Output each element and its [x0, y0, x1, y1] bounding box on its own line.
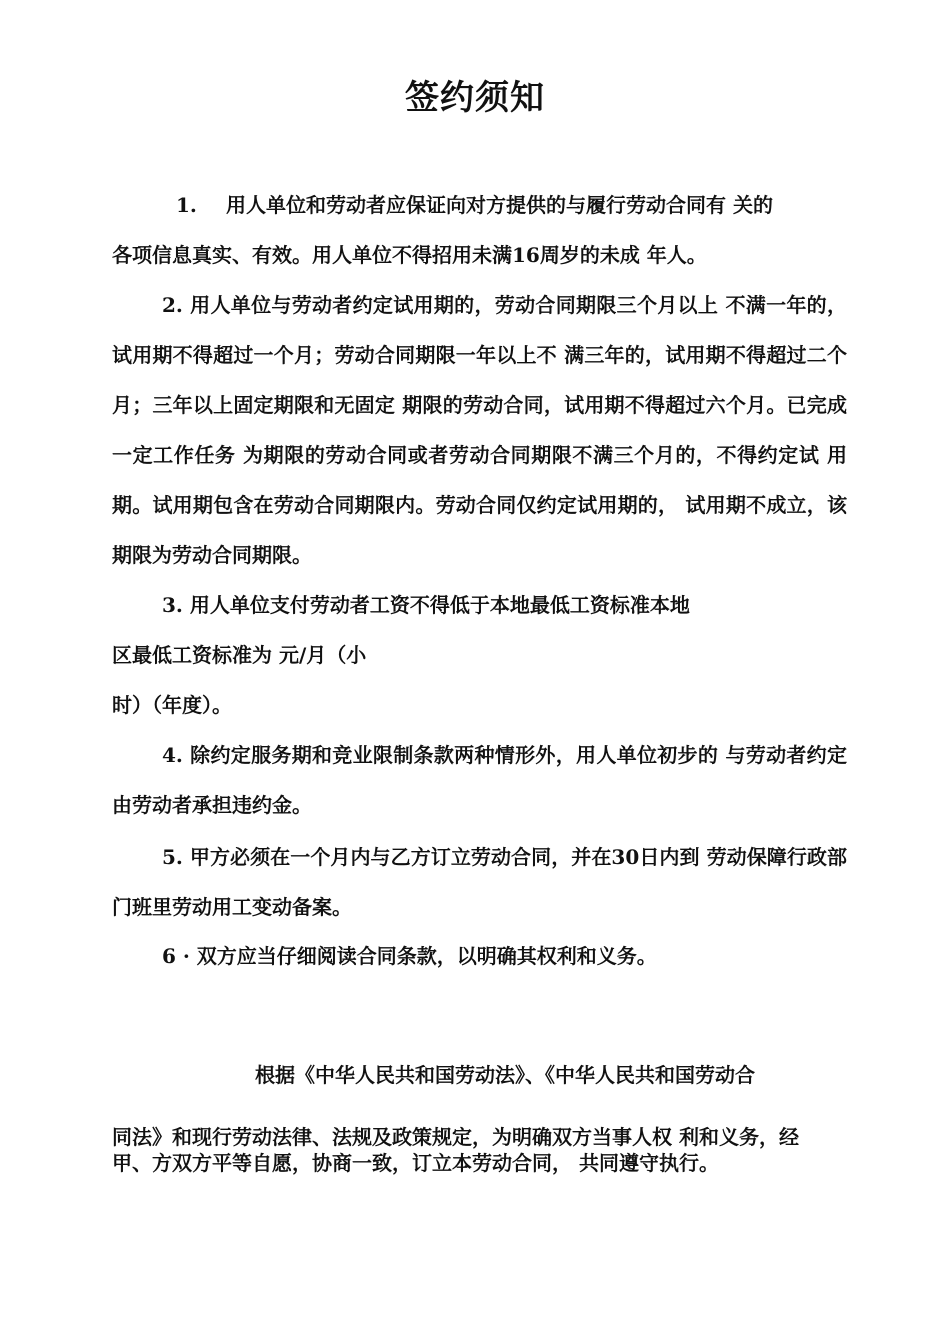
closing-rest: 同法》和现行劳动法律、法规及政策规定，为明确双方当事人权 利和义务，经甲、方双方平等自愿，协商一致，订立本劳动合同， 共同遵守执行。	[112, 1125, 799, 1175]
document-title: 签约须知	[405, 78, 545, 118]
item-6: 6 · 双方应当仔细阅读合同条款，以明确其权利和义务。	[162, 944, 657, 968]
item-3-line-2: 区最低工资标准为 元/月（小	[112, 643, 367, 667]
item-4: 4. 除约定服务期和竞业限制条款两种情形外，用人单位初步的 与劳动者约定由劳动者承担违约金。	[112, 743, 847, 817]
item-1-label: 1.	[176, 193, 197, 217]
item-1-first-line: 用人单位和劳动者应保证向对方提供的与履行劳动合同有 关的	[226, 193, 773, 217]
item-3-line-3: 时）（年度）。	[112, 693, 232, 717]
item-2: 2. 用人单位与劳动者约定试用期的，劳动合同期限三个月以上 不满一年的，试用期不得超过一个月；劳动合同期限一年以上不 满三年的，试用期不得超过二个月；三年以上固定期限和无固定 期限的劳动合同，试用期不得超过六个月。已完成一定工作任务 为期限的劳动合同或者劳动合同期限不满三个月的，不得约定试 用期。试用期包含在劳动合同期限内。劳动合同仅约定试用期的， 试用期不成立，该期限为劳动合同期限。	[112, 293, 847, 567]
item-1-rest: 各项信息真实、有效。用人单位不得招用未满16周岁的未成 年人。	[112, 243, 707, 267]
closing-line-1: 根据《中华人民共和国劳动法》、《中华人民共和国劳动合	[255, 1063, 755, 1087]
item-5: 5. 甲方必须在一个月内与乙方订立劳动合同，并在30日内到 劳动保障行政部门班里劳动用工变动备案。	[112, 845, 847, 919]
item-3-line-1: 3. 用人单位支付劳动者工资不得低于本地最低工资标准本地	[162, 593, 690, 617]
